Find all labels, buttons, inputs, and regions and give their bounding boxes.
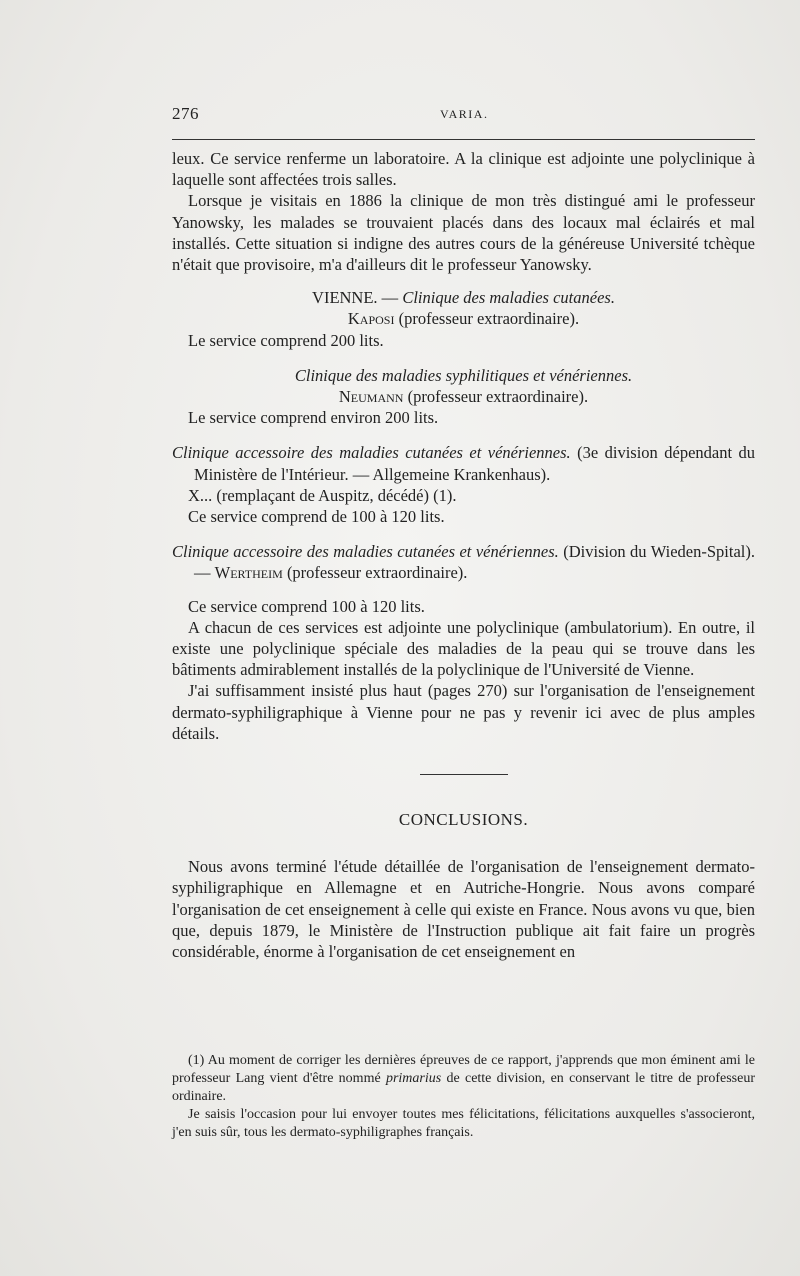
kaposi-line <box>172 308 755 329</box>
vienne-city: VIENNE. — <box>312 288 403 308</box>
paragraph-polyclinic: A chacun de ces services est adjointe une polyclinique (ambulatorium). En outre, il existe une polyclinique spéciale des maladies de la peau qui se trouve dans les bâtiments admirablement installés de la polyclinique de l'Université de Vienne. <box>172 617 755 680</box>
paragraph-kaposi-beds: Le service comprend 200 lits. <box>188 330 384 350</box>
x-line: X... (remplaçant de Auspitz, décédé) (1). <box>188 485 457 505</box>
neumann-role: (professeur extraordinaire). <box>403 387 589 407</box>
clinic-wieden-title: Clinique accessoire des maladies cutanées et vénériennes. (Division du Wieden-Spital). — Wertheim (professeur extraordinaire). <box>172 542 755 583</box>
wertheim-name: Wertheim <box>214 563 283 583</box>
running-head: VARIA. <box>440 107 489 121</box>
header-rule <box>172 139 755 140</box>
page-header <box>172 104 755 128</box>
kaposi-name: Kaposi <box>347 309 395 329</box>
body-text <box>172 148 755 962</box>
footnotes <box>172 1052 755 1142</box>
paragraph-wieden-beds: Ce service comprend 100 à 120 lits. <box>188 596 425 616</box>
vienne-clinic-title: Clinique des maladies cutanées. <box>402 288 615 308</box>
footnote-2: Je saisis l'occasion pour lui envoyer toutes mes félicitations, félicitations auxquelles s'associeront, j'en suis sûr, tous les dermato-syphiligraphes français. <box>172 1107 755 1140</box>
kaposi-role: (professeur extraordinaire). <box>394 309 580 329</box>
conclusions-heading: CONCLUSIONS. <box>398 810 529 830</box>
page-number: 276 <box>172 104 199 123</box>
paragraph-prague: Lorsque je visitais en 1886 la clinique de mon très distingué ami le professeur Yanowsky, les malades se trouvaient placés dans des locaux mal éclairés et mal installés. Cette situation si indigne des autres cours de la généreuse Université tchèque n'était que provisoire, m'a d'ailleurs dit le professeur Yanowsky. <box>172 191 755 275</box>
paragraph-vienna: J'ai suffisamment insisté plus haut (pages 270) sur l'organisation de l'enseignement dermato-syphiligraphique à Vienne pour ne pas y revenir ici avec de plus amples détails. <box>172 681 755 743</box>
neumann-line <box>172 386 755 407</box>
section-divider <box>420 774 508 775</box>
vienne-heading <box>172 287 755 308</box>
neumann-name: Neumann <box>338 387 404 407</box>
footnote-1: (1) Au moment de corriger les dernières épreuves de ce rapport, j'apprends que mon éminent ami le professeur Lang vient d'être nommé primarius de cette division, en conservant le titre de professeur ordinaire. <box>172 1053 755 1104</box>
paragraph-continuation: leux. Ce service renferme un laboratoire. A la clinique est adjointe une polyclinique à laquelle sont affectées trois salles. <box>172 149 755 190</box>
paragraph-conclusions: Nous avons terminé l'étude détaillée de l'organisation de l'enseignement dermato-syphiligraphique en Allemagne et en Autriche-Hongrie. Nous avons comparé l'organisation de cet enseignement à celle qui existe en France. Nous avons vu que, bien que, depuis 1879, le Ministère de l'Instruction publique ait fait faire un progrès considérable, énorme à l'organisation de cet enseignement en <box>172 857 755 962</box>
paragraph-accessory-beds: Ce service comprend de 100 à 120 lits. <box>188 507 445 527</box>
paragraph-neumann-beds: Le service comprend environ 200 lits. <box>188 408 439 428</box>
clinic-syphilis-title: Clinique des maladies syphilitiques et vénériennes. <box>294 365 633 385</box>
clinic-accessory-title: Clinique accessoire des maladies cutanées et vénériennes. (3e division dépendant du Ministère de l'Intérieur. — Allgemeine Krankenhaus). <box>172 443 755 484</box>
